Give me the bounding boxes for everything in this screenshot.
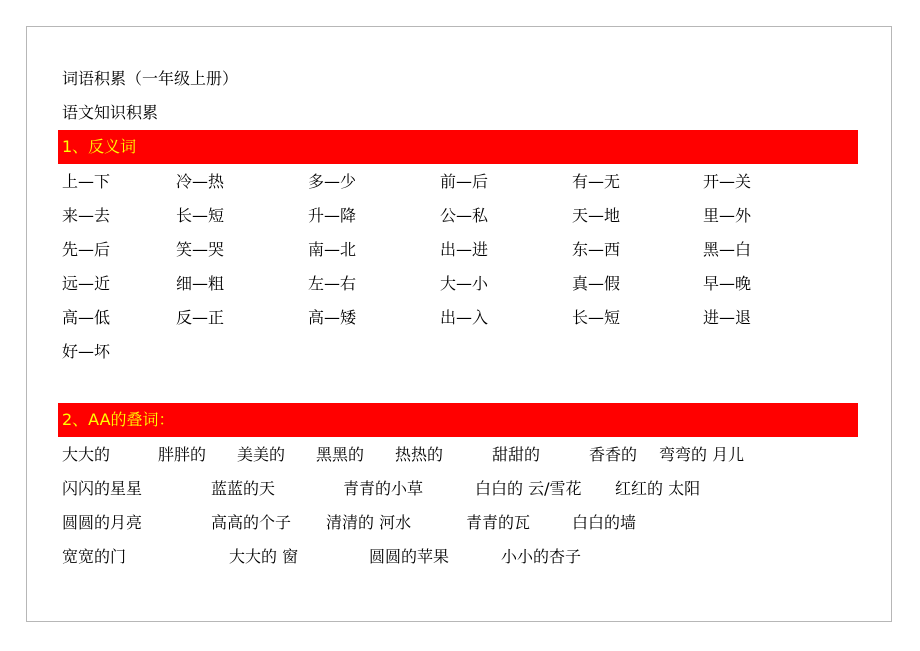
antonym-pair: 笑—哭 [176,240,225,259]
antonym-pair: 升—降 [308,206,357,225]
reduplicated-word: 高高的个子 [211,513,292,532]
antonym-pair: 出—进 [440,240,489,259]
antonym-pair: 早—晚 [703,274,752,293]
antonym-pair: 远—近 [62,274,111,293]
reduplicated-word: 弯弯的 月儿 [659,445,745,464]
antonym-pair: 天—地 [572,206,621,225]
reduplicated-word: 闪闪的星星 [62,479,143,498]
antonym-pair: 先—后 [62,240,111,259]
reduplicated-word: 红红的 太阳 [615,479,701,498]
reduplicated-word: 香香的 [589,445,638,464]
section-2-heading: 2、AA的叠词： [62,410,175,429]
antonym-pair: 反—正 [176,308,225,327]
antonym-pair: 里—外 [703,206,752,225]
reduplicated-word: 蓝蓝的天 [211,479,276,498]
antonym-pair: 公—私 [440,206,489,225]
antonym-pair: 开—关 [703,172,752,191]
antonym-pair: 前—后 [440,172,489,191]
section-1-heading: 1、反义词 [62,137,137,156]
antonym-pair: 进—退 [703,308,752,327]
antonym-pair: 多—少 [308,172,357,191]
antonym-pair: 上—下 [62,172,111,191]
reduplicated-word: 宽宽的门 [62,547,127,566]
antonym-pair: 长—短 [572,308,621,327]
reduplicated-word: 热热的 [395,445,444,464]
reduplicated-word: 圆圆的苹果 [369,547,450,566]
antonym-pair: 真—假 [572,274,621,293]
antonym-pair: 出—入 [440,308,489,327]
antonym-pair: 黑—白 [703,240,752,259]
antonym-pair: 冷—热 [176,172,225,191]
section-1-heading-bar [58,130,858,164]
document-subtitle: 语文知识积累 [62,103,159,122]
reduplicated-word: 白白的墙 [572,513,637,532]
antonym-pair: 长—短 [176,206,225,225]
antonym-pair: 左—右 [308,274,357,293]
reduplicated-word: 美美的 [237,445,286,464]
reduplicated-word: 青青的小草 [343,479,424,498]
section-2-heading-bar [58,403,858,437]
reduplicated-word: 清清的 河水 [326,513,412,532]
reduplicated-word: 大大的 窗 [229,547,299,566]
document-title: 词语积累（一年级上册） [62,69,239,88]
antonym-pair: 来—去 [62,206,111,225]
antonym-pair: 高—矮 [308,308,357,327]
reduplicated-word: 胖胖的 [158,445,207,464]
antonym-pair: 高—低 [62,308,111,327]
reduplicated-word: 大大的 [62,445,111,464]
antonym-pair: 好—坏 [62,342,111,361]
reduplicated-word: 青青的瓦 [466,513,531,532]
reduplicated-word: 圆圆的月亮 [62,513,143,532]
reduplicated-word: 甜甜的 [492,445,541,464]
antonym-pair: 有—无 [572,172,621,191]
antonym-pair: 南—北 [308,240,357,259]
antonym-pair: 东—西 [572,240,621,259]
antonym-pair: 细—粗 [176,274,225,293]
reduplicated-word: 黑黑的 [316,445,365,464]
reduplicated-word: 小小的杏子 [501,547,582,566]
antonym-pair: 大—小 [440,274,489,293]
reduplicated-word: 白白的 云/雪花 [475,479,582,498]
